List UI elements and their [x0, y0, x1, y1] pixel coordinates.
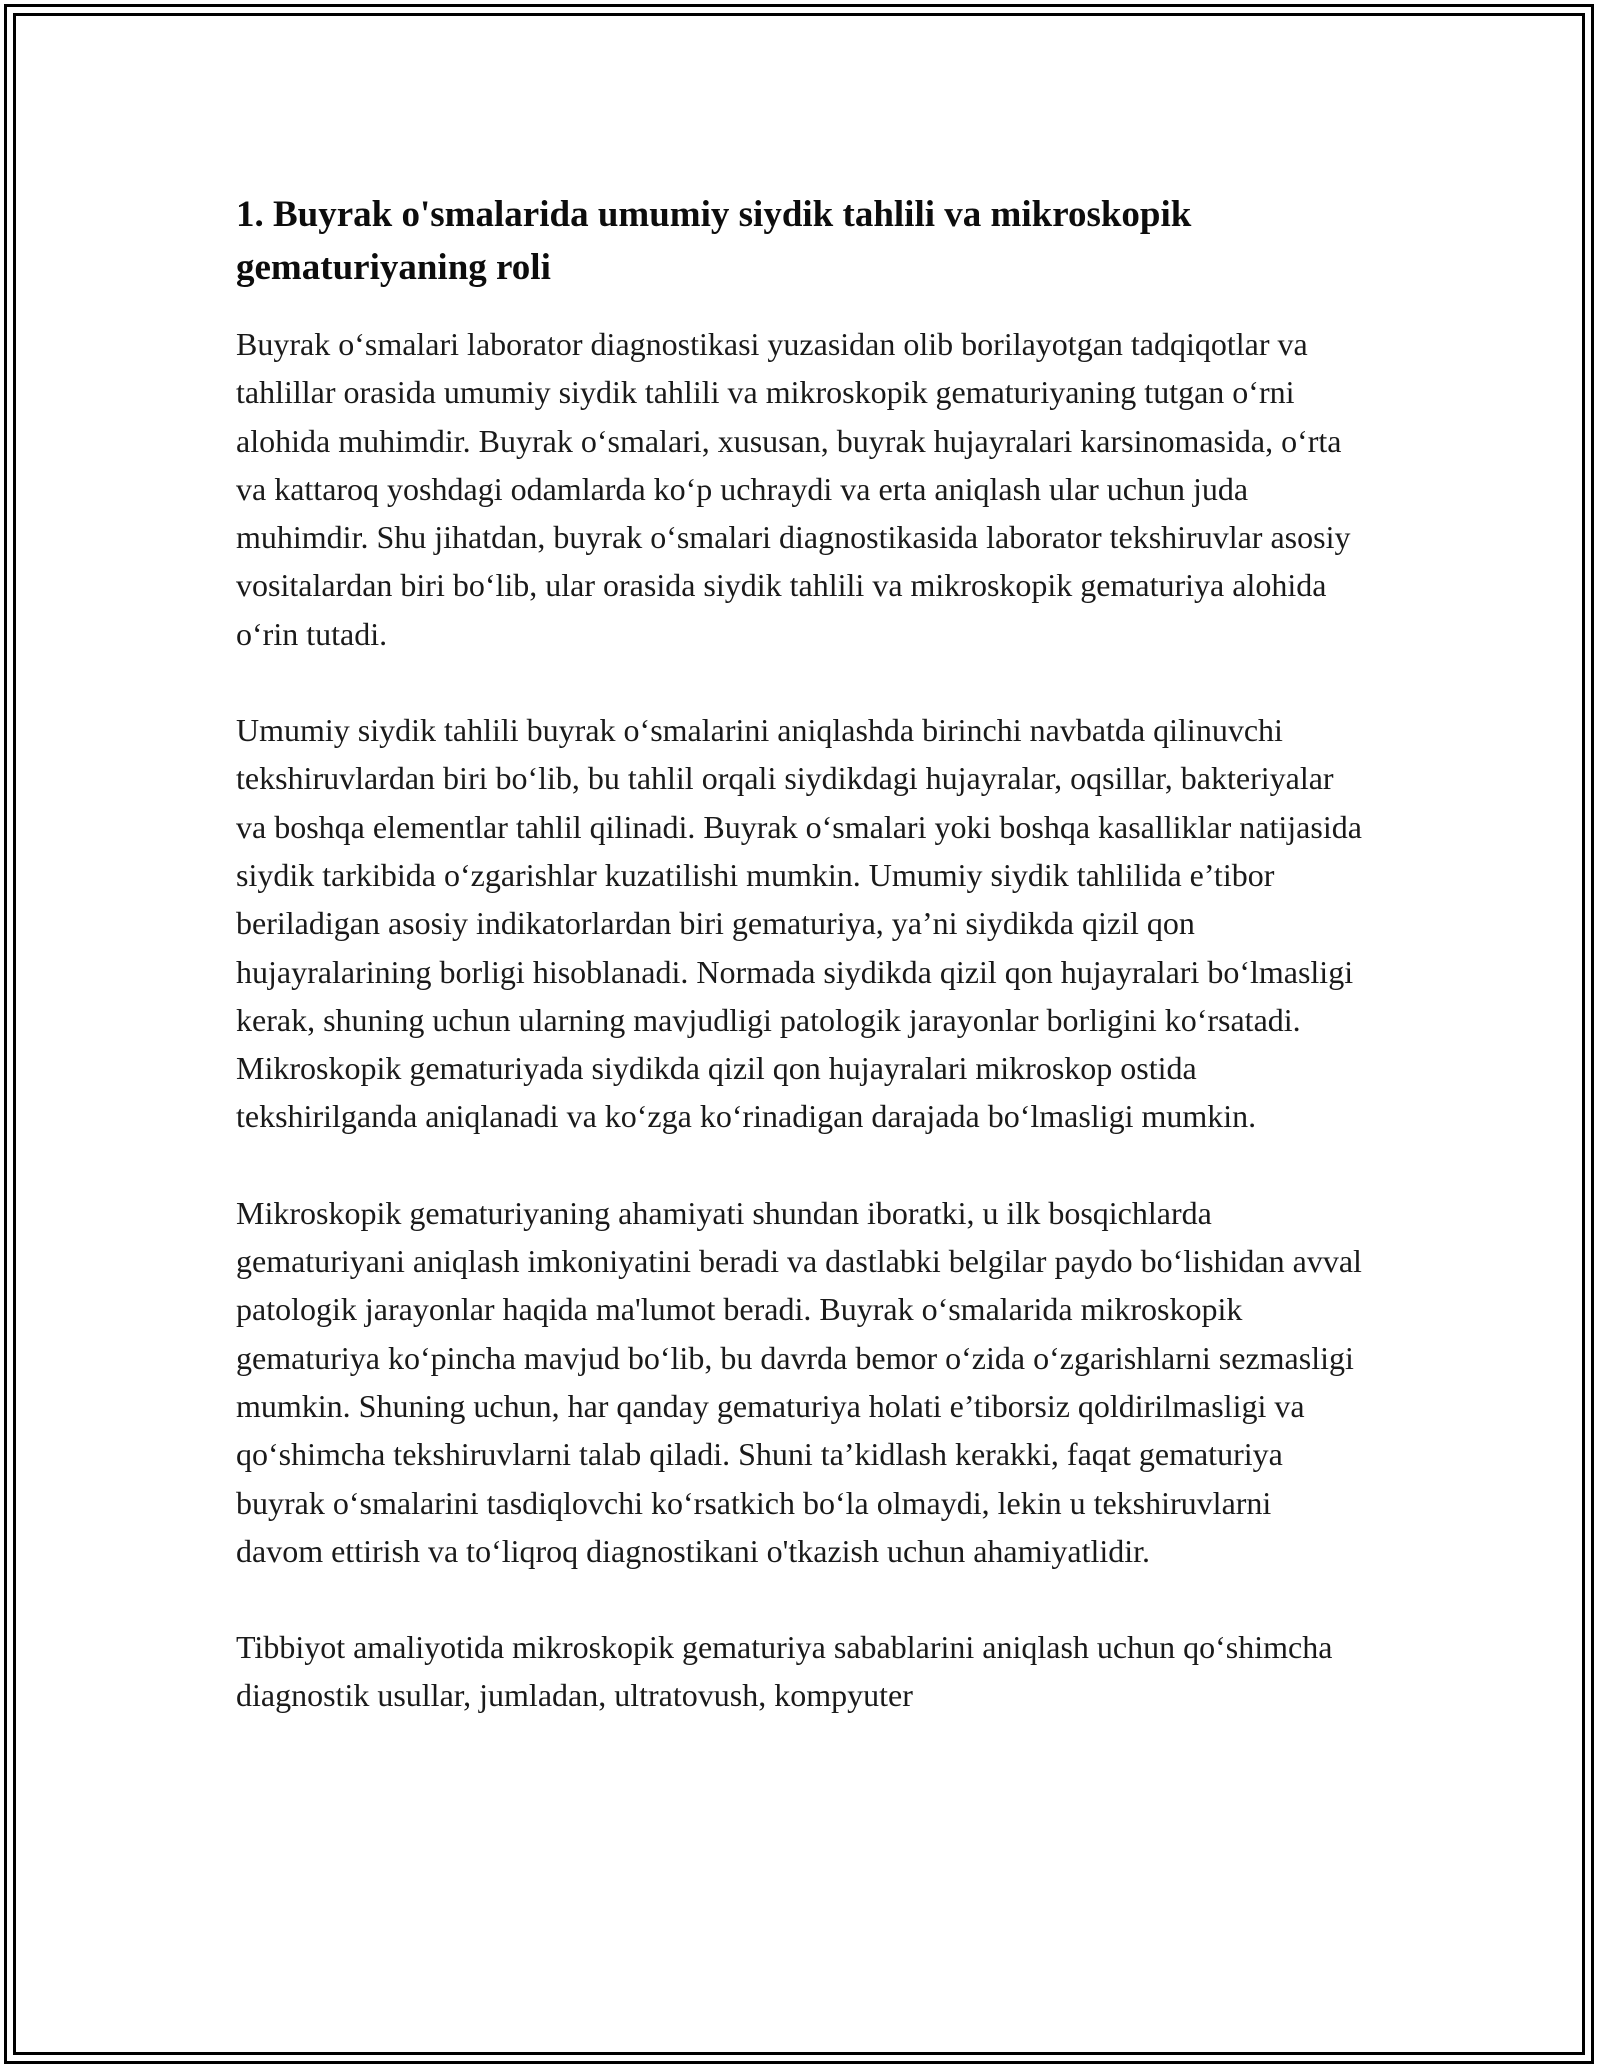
paragraph-1: Buyrak o‘smalari laborator diagnostikasi yuzasidan olib borilayotgan tadqiqotlar va tahlillar orasida umumiy siydik tahlili va mikroskopik gematuriyaning tutgan o‘rni alohida muhimdir. Buyrak o‘smalari, xususan, buyrak hujayralari karsinomasida, o‘rta va kattaroq yoshdagi odamlarda ko‘p uchraydi va erta aniqlash ular uchun juda muhimdir. Shu jihatdan, buyrak o‘smalari diagnostikasida laborator tekshiruvlar asosiy vositalardan biri bo‘lib, ular orasida siydik tahlili va mikroskopik gematuriya alohida o‘rin tutadi. [236, 326, 1351, 652]
paragraph-2: Umumiy siydik tahlili buyrak o‘smalarini aniqlashda birinchi navbatda qilinuvchi tekshiruvlardan biri bo‘lib, bu tahlil orqali siydikdagi hujayralar, oqsillar, bakteriyalar va boshqa elementlar tahlil qilinadi. Buyrak o‘smalari yoki boshqa kasalliklar natijasida siydik tarkibida o‘zgarishlar kuzatilishi mumkin. Umumiy siydik tahlilida e’tibor beriladigan asosiy indikatorlardan biri gematuriya, ya’ni siydikda qizil qon hujayralarining borligi hisoblanadi. Normada siydikda qizil qon hujayralari bo‘lmasligi kerak, shuning uchun ularning mavjudligi patologik jarayonlar borligini ko‘rsatadi. Mikroskopik gematuriyada siydikda qizil qon hujayralari mikroskop ostida tekshirilganda aniqlanadi va ko‘zga ko‘rinadigan darajada bo‘lmasligi mumkin. [236, 712, 1362, 1135]
document-body [236, 188, 1366, 1768]
paragraph-3: Mikroskopik gematuriyaning ahamiyati shundan iboratki, u ilk bosqichlarda gematuriyani aniqlash imkoniyatini beradi va dastlabki belgilar paydo bo‘lishidan avval patologik jarayonlar haqida ma'lumot beradi. Buyrak o‘smalarida mikroskopik gematuriya ko‘pincha mavjud bo‘lib, bu davrda bemor o‘zida o‘zgarishlarni sezmasligi mumkin. Shuning uchun, har qanday gematuriya holati e’tiborsiz qoldirilmasligi va qo‘shimcha tekshiruvlarni talab qiladi. Shuni ta’kidlash kerakki, faqat gematuriya buyrak o‘smalarini tasdiqlovchi ko‘rsatkich bo‘la olmaydi, lekin u tekshiruvlarni davom ettirish va to‘liqroq diagnostikani o'tkazish uchun ahamiyatlidir. [236, 1194, 1362, 1569]
paragraph-4: Tibbiyot amaliyotida mikroskopik gematuriya sabablarini aniqlash uchun qo‘shimcha diagnostik usullar, jumladan, ultratovush, kompyuter [236, 1629, 1333, 1714]
section-heading: 1. Buyrak o'smalarida umumiy siydik tahlili va mikroskopik gematuriyaning roli [236, 194, 1192, 288]
